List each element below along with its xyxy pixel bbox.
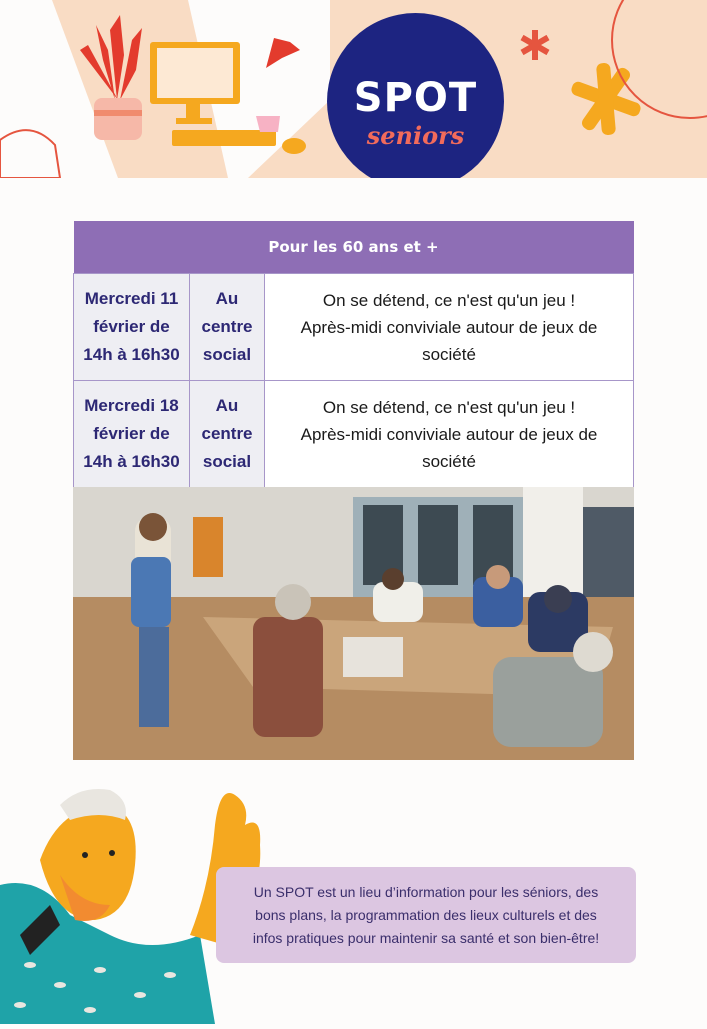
header-banner	[0, 0, 707, 178]
info-box	[216, 867, 636, 963]
table-row	[74, 381, 634, 488]
event-place: Au centre social	[190, 381, 265, 488]
activity-photo	[73, 487, 634, 760]
event-description: On se détend, ce n'est qu'un jeu ! Après-midi conviviale autour de jeux de société	[265, 381, 634, 488]
schedule-header: Pour les 60 ans et +	[74, 221, 634, 274]
schedule-header-row	[74, 221, 634, 274]
spot-seniors-logo	[327, 13, 504, 178]
info-line: bons plans, la programmation des lieux culturels et des	[255, 906, 597, 923]
event-description: On se détend, ce n'est qu'un jeu ! Après-midi conviviale autour de jeux de société	[265, 274, 634, 381]
schedule-table	[73, 221, 634, 488]
asterisk-icon	[570, 63, 642, 136]
event-place: Au centre social	[190, 274, 265, 381]
star-icon	[521, 30, 550, 60]
info-line: infos pratiques pour maintenir sa santé et son bien-être!	[252, 929, 600, 946]
event-date: Mercredi 18 février de 14h à 16h30	[74, 381, 190, 488]
logo-title: SPOT	[353, 75, 478, 121]
photo-illustration	[73, 487, 634, 760]
table-row	[74, 274, 634, 381]
info-line: Un SPOT est un lieu d’information pour les séniors, des	[253, 883, 599, 900]
event-date: Mercredi 11 février de 14h à 16h30	[74, 274, 190, 381]
logo-subtitle: seniors	[366, 121, 465, 150]
